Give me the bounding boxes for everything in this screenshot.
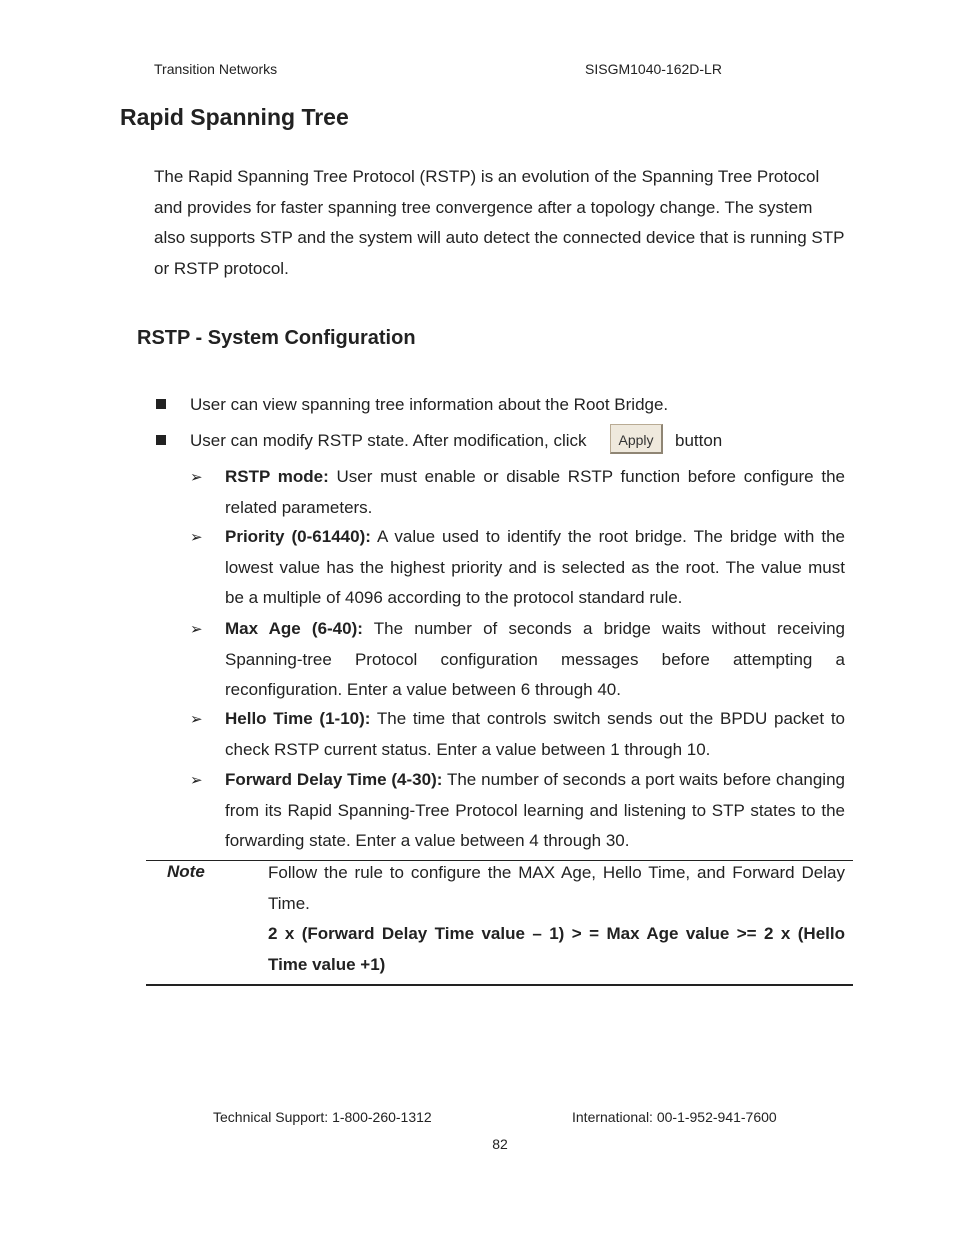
bullet-modify-state: User can modify RSTP state. After modification, click [190, 431, 587, 450]
arrow-bullet-icon: ➢ [190, 772, 203, 789]
param-desc: User must enable or disable RSTP function before configure the related parameters. [225, 467, 845, 517]
arrow-bullet-icon: ➢ [190, 711, 203, 728]
note-text: Follow the rule to configure the MAX Age, Hello Time, and Forward Delay Time. [268, 863, 845, 913]
page-number: 82 [492, 1136, 508, 1152]
param-desc: The time that controls switch sends out the BPDU packet to check RSTP current status. Enter a value between 1 through 10. [225, 709, 845, 759]
bullet-modify-state-suffix: button [675, 431, 723, 450]
param-rstp-mode [225, 462, 845, 523]
param-term: Max Age (6-40): [225, 619, 363, 638]
param-term: Hello Time (1-10): [225, 709, 371, 728]
param-term: Forward Delay Time (4-30): [225, 770, 443, 789]
header-company: Transition Networks [154, 61, 278, 77]
header-model: SISGM1040-162D-LR [585, 61, 722, 77]
param-desc: A value used to identify the root bridge. The bridge with the lowest value has the highest priority and is selected as the root. The value must be a multiple of 4096 according to the protocol standard rule. [225, 527, 845, 607]
param-term: RSTP mode: [225, 467, 329, 486]
arrow-bullet-icon: ➢ [190, 469, 203, 486]
bullet-view-root: User can view spanning tree information about the Root Bridge. [190, 395, 669, 414]
section-title: RSTP - System Configuration [137, 327, 416, 349]
footer-international: International: 00-1-952-941-7600 [572, 1109, 777, 1125]
arrow-bullet-icon: ➢ [190, 621, 203, 638]
note-body [268, 858, 845, 980]
param-hello-time [225, 704, 845, 765]
param-term: Priority (0-61440): [225, 527, 371, 546]
page-title: Rapid Spanning Tree [120, 104, 349, 130]
arrow-bullet-icon: ➢ [190, 529, 203, 546]
param-max-age [225, 614, 845, 706]
param-desc: The number of seconds a bridge waits without receiving Spanning-tree Protocol configuration messages before attempting a reconfiguration. Enter a value between 6 through 40. [225, 619, 845, 699]
note-bottom-rule [146, 984, 853, 986]
square-bullet-icon [156, 399, 166, 409]
intro-paragraph: The Rapid Spanning Tree Protocol (RSTP) is an evolution of the Spanning Tree Protocol and provides for faster spanning tree convergence after a topology change. The system also supports STP and the system will auto detect the connected device that is running STP or RSTP protocol. [154, 167, 845, 278]
param-forward-delay [225, 765, 845, 857]
param-priority [225, 522, 845, 614]
square-bullet-icon [156, 435, 166, 445]
footer-support: Technical Support: 1-800-260-1312 [213, 1109, 432, 1125]
param-desc: The number of seconds a port waits before changing from its Rapid Spanning-Tree Protocol learning and listening to STP states to the forwarding state. Enter a value between 4 through 30. [225, 770, 845, 850]
apply-button[interactable]: Apply [610, 424, 663, 454]
note-label: Note [167, 862, 205, 881]
note-rule: 2 x (Forward Delay Time value – 1) > = Max Age value >= 2 x (Hello Time value +1) [268, 924, 845, 974]
